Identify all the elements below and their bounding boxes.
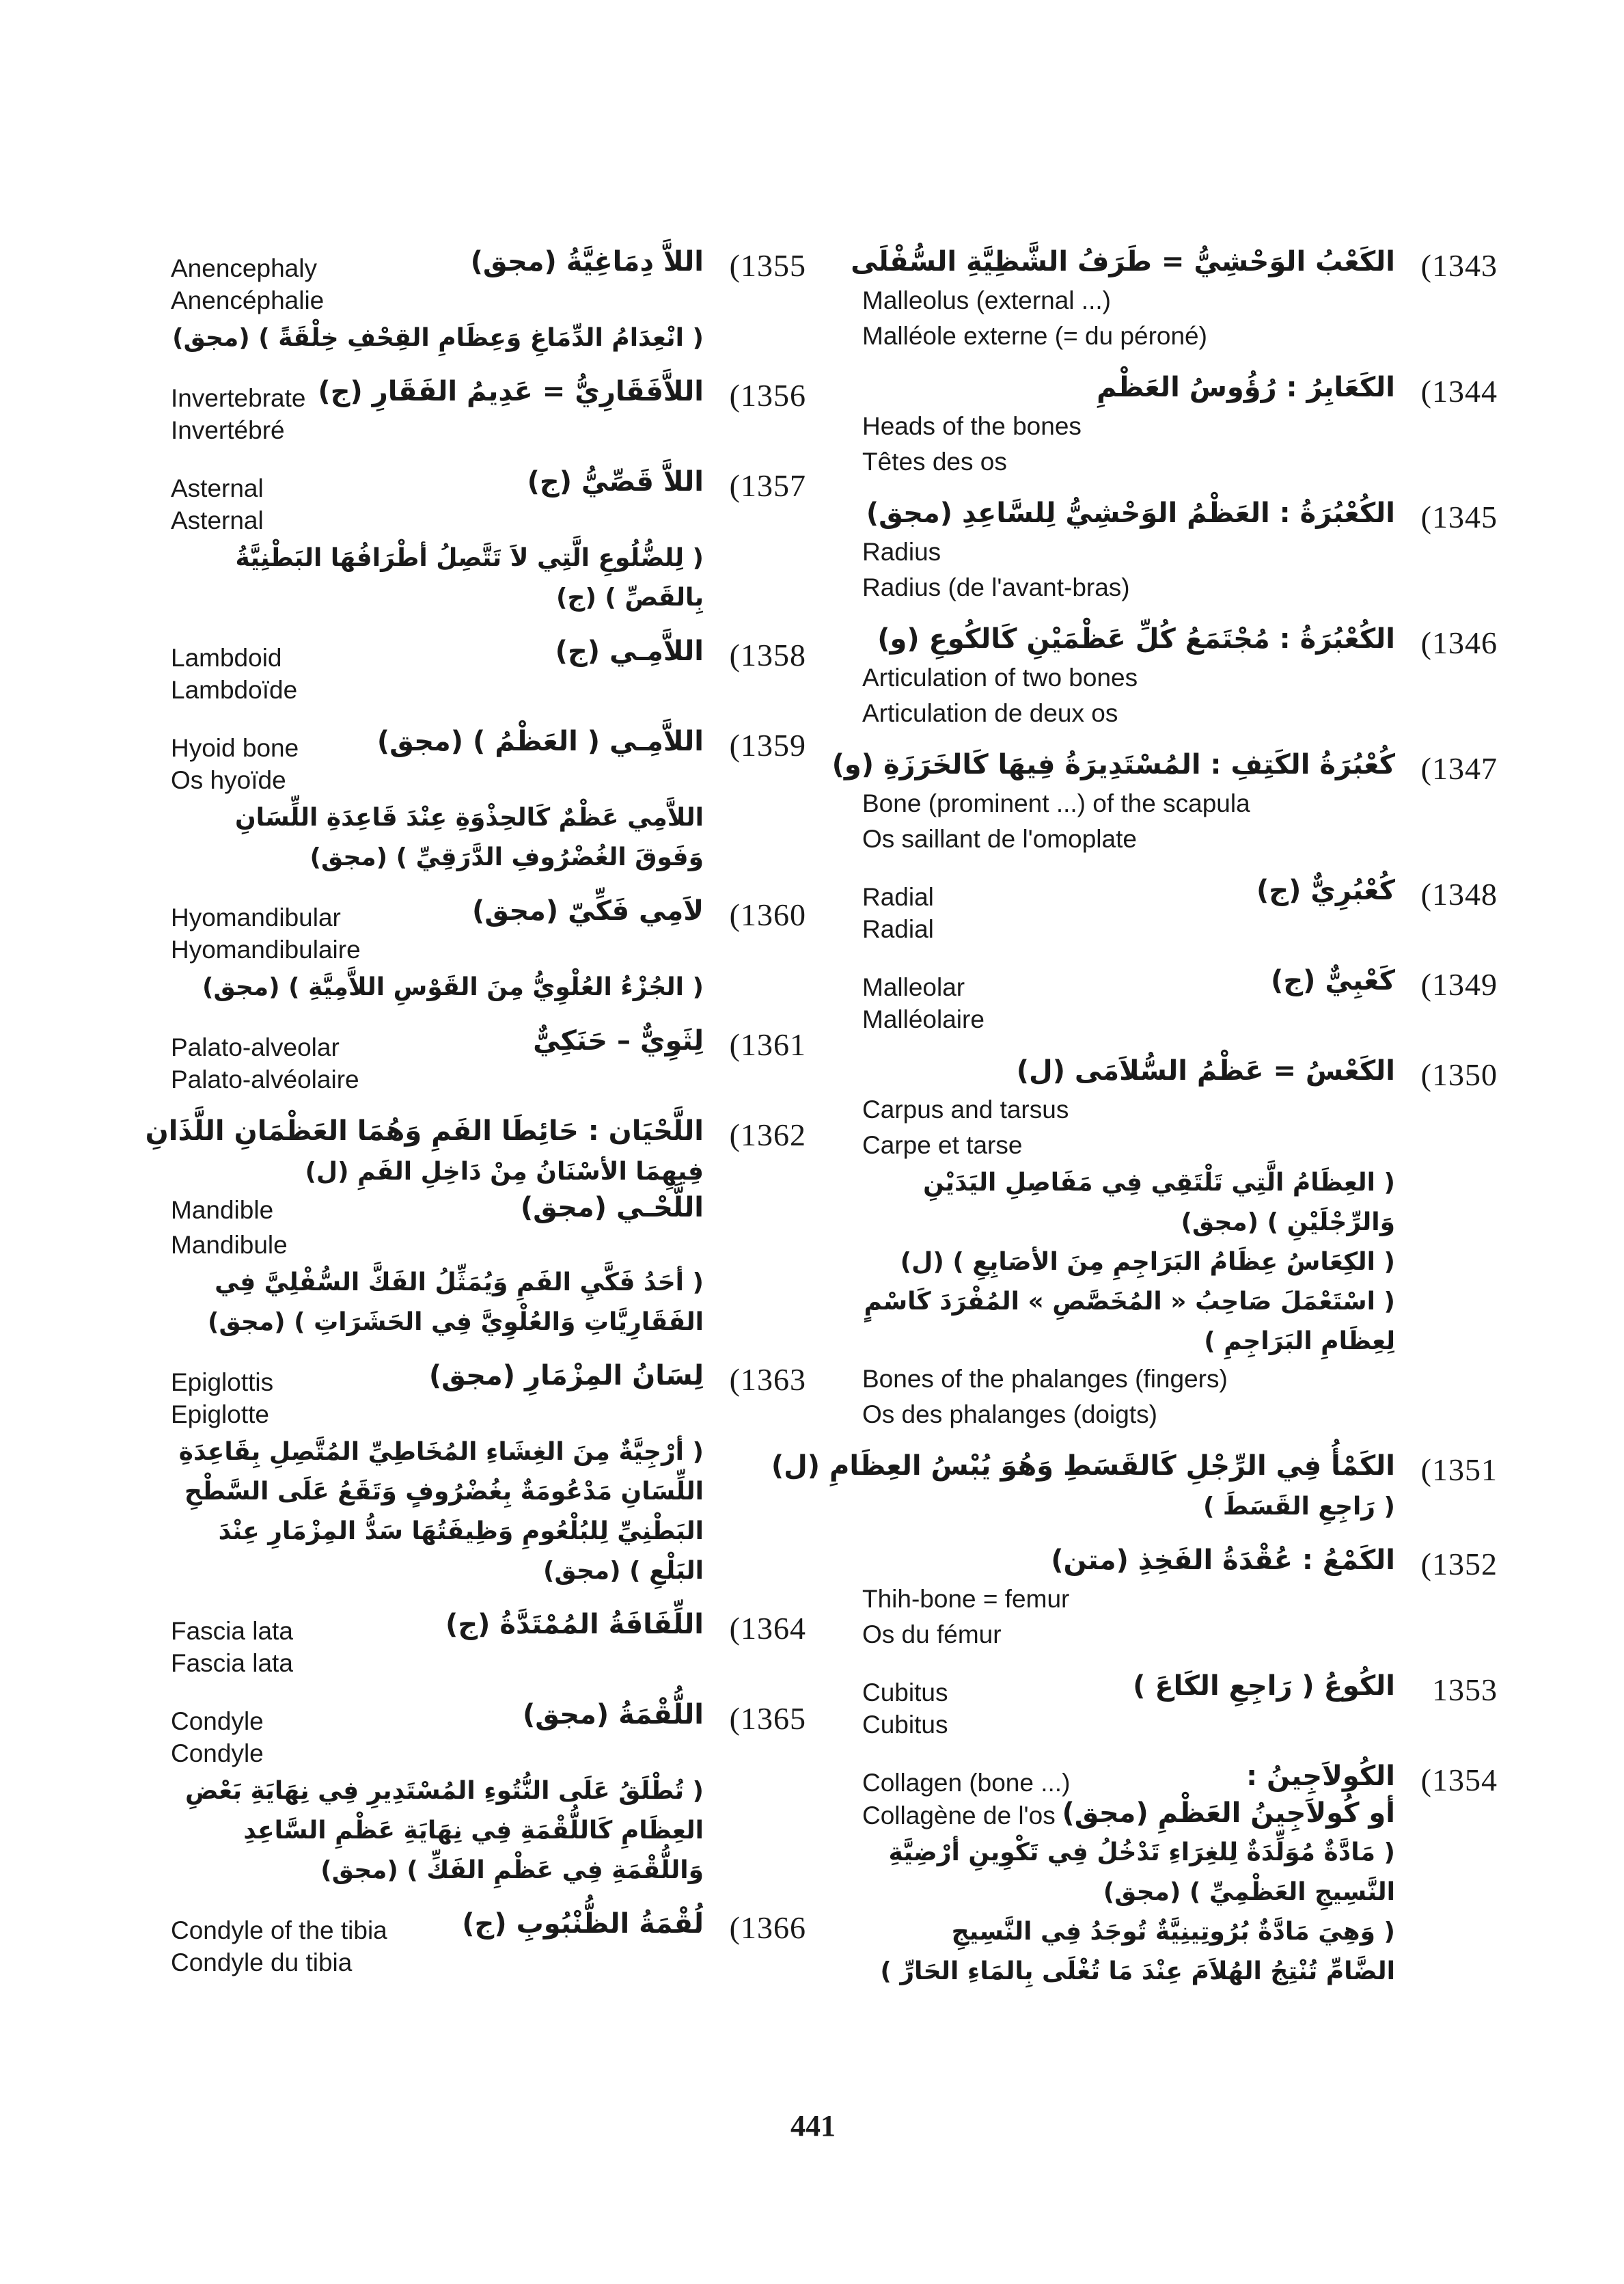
arabic-term: الكَعْبُ الوَحْشِيُّ = طَرَفُ الشَّظِيَّةِ السُّفْلَى	[851, 246, 1395, 277]
entry-headline	[862, 1055, 1498, 1092]
translation-line: Os saillant de l'omoplate	[862, 825, 1137, 853]
dictionary-entry	[831, 749, 1498, 857]
arabic-definition-line: ( العِظَامُ الَّتِي تَلْتَقِي فِي مَفَاصِلِ اليَدَيْنِ	[923, 1169, 1395, 1197]
entry-number: (1351	[1420, 1452, 1498, 1487]
dictionary-entry	[862, 1055, 1498, 1432]
arabic-definition-line: لِعِظَامِ البَرَاجِمِ )	[1204, 1327, 1395, 1355]
arabic-definition-line: ( رَاجِعِ القَسَطَ )	[1202, 1493, 1395, 1521]
english-term: Lambdoid	[171, 644, 282, 672]
arabic-definition-line: النَّسِيجِ العَظْمِيِّ ) (مجق)	[1103, 1878, 1395, 1906]
dictionary-entry	[171, 895, 806, 1007]
dictionary-entry	[862, 1670, 1498, 1743]
entry-number: (1350	[1420, 1057, 1498, 1092]
english-term: Palato-alveolar	[171, 1033, 340, 1061]
translation-line: Cubitus	[862, 1711, 948, 1739]
entry-headline	[862, 498, 1498, 534]
english-term: Hyomandibular	[171, 903, 341, 932]
arabic-definition-line: اللِّسَانِ مَدْعُومَةٌ بِغُضْرُوفٍ وَتَقَعُ عَلَى السَّطْحِ	[184, 1478, 704, 1506]
entry-number: (1347	[1420, 751, 1498, 786]
dictionary-entry	[171, 636, 806, 708]
entry-headline	[862, 1760, 1498, 1797]
entry-number: (1360	[729, 897, 806, 932]
dictionary-entry	[862, 965, 1498, 1037]
entry-headline	[171, 1025, 806, 1062]
entry-number: (1354	[1420, 1763, 1498, 1797]
translation-line: Os du fémur	[862, 1620, 1002, 1648]
entry-headline	[145, 1115, 806, 1152]
entry-number: (1349	[1420, 967, 1498, 1002]
entry-headline	[171, 636, 806, 672]
entry-headline	[862, 372, 1498, 409]
arabic-definition-line: ( تُطْلَقُ عَلَى النُّتُوءِ المُسْتَدِيرِ فِي نِهَايَةِ بَعْضِ	[185, 1777, 704, 1805]
arabic-definition-line: البَطْنِيِّ لِلبُلْعُومِ وَظِيفَتُهَا سَدُّ المِزْمَارِ عِنْدَ	[218, 1517, 704, 1545]
arabic-term: كَعْبِيٌّ (ج)	[1271, 965, 1395, 996]
translation-line: Radius (de l'avant-bras)	[862, 573, 1130, 601]
entry-number: (1361	[729, 1027, 806, 1062]
arabic-term: الكُوعُ ( رَاجِعِ الكَاعَ )	[1133, 1670, 1395, 1702]
dictionary-entry	[171, 1360, 806, 1591]
arabic-definition-line: وَفَوقَ الغُضْرُوفِ الدَّرَقِيِّ ) (مجق)	[309, 843, 704, 871]
translation-line: Os hyoïde	[171, 766, 286, 794]
english-term: Hyoid bone	[171, 734, 299, 762]
entry-headline	[862, 965, 1498, 1002]
dictionary-entry	[171, 1025, 806, 1098]
arabic-definition-line: ( أحَدُ فَكَّيِ الفَمِ وَيُمَثِّلُ الفَكَّ السُّفْلِيَّ فِي	[215, 1268, 704, 1296]
english-term: Condyle	[171, 1707, 264, 1735]
translation-line: Hyomandibulaire	[171, 936, 361, 964]
sub-arabic-term: اللَّحْـي (مجق)	[520, 1192, 704, 1223]
entry-number: (1345	[1420, 500, 1498, 534]
dictionary-entry	[862, 498, 1498, 606]
entry-number: 1353	[1432, 1672, 1498, 1707]
entry-number: (1365	[729, 1701, 806, 1736]
entry-number: (1362	[729, 1117, 806, 1152]
left-column	[145, 246, 806, 1998]
dictionary-entry	[171, 726, 806, 878]
arabic-term: الكَعَابِرُ : رُؤُوسُ العَظْمِ	[1097, 372, 1395, 403]
english-term: Malleolar	[862, 973, 965, 1001]
arabic-definition-line: اللاَّمِي عَظْمٌ كَالحِذْوَةِ عِنْدَ قَاعِدَةِ اللِّسَانِ	[234, 804, 704, 832]
arabic-term: الكُعْبُرَةُ : العَظْمُ الوَحْشِيُّ لِلسَّاعِدِ (مجق)	[866, 498, 1395, 529]
translation-line: Malleolus (external ...)	[862, 286, 1111, 314]
translation-line: Bones of the phalanges (fingers)	[862, 1365, 1228, 1393]
entry-headline	[862, 1670, 1498, 1707]
sub-english-term: Mandible	[171, 1196, 274, 1224]
arabic-definition-line: البَلْعِ ) (مجق)	[543, 1557, 704, 1585]
arabic-definition-line: الضَّامِّ تُنْتِجُ الهُلاَمَ عِنْدَ مَا تُغْلَى بِالمَاءِ الحَارِّ )	[880, 1957, 1395, 1985]
arabic-term: الكُولاَجِينُ :	[1246, 1760, 1395, 1792]
dictionary-entry	[862, 1545, 1498, 1653]
translation-line: Bone (prominent ...) of the scapula	[862, 789, 1250, 817]
entry-number: (1343	[1420, 248, 1498, 283]
english-term: Asternal	[171, 474, 264, 502]
arabic-term: الكَمْعُ : عُقْدَةُ الفَخِذِ (متن)	[1051, 1545, 1395, 1576]
arabic-term: لاَمِي فَكِّيّ (مجق)	[471, 895, 704, 927]
arabic-term: الكُعْبُرَةُ : مُجْتَمَعُ كُلِّ عَظْمَيْنِ كَالكُوعِ (و)	[877, 623, 1395, 655]
entry-headline	[171, 895, 806, 932]
arabic-term: اللاَّ قَصِّيُّ (ج)	[527, 466, 704, 498]
translation-line: Fascia lata	[171, 1649, 293, 1677]
arabic-term: الكَمْأُ فِي الرِّجْلِ كَالقَسَطِ وَهُوَ يُبْسُ العِظَامِ (ل)	[771, 1450, 1395, 1482]
translation-line: Thih-bone = femur	[862, 1585, 1070, 1613]
translation-line: Anencéphalie	[171, 286, 325, 314]
translation-line: Lambdoïde	[171, 676, 298, 704]
dictionary-entry	[171, 1699, 806, 1890]
entry-number: (1359	[729, 728, 806, 763]
entry-number: (1363	[729, 1362, 806, 1397]
arabic-term: اللاَّ دِمَاغِيَّةُ (مجق)	[470, 246, 704, 277]
translation-line: Condyle du tibia	[171, 1948, 353, 1976]
translation-line: Radial	[862, 915, 934, 943]
entry-number: (1352	[1420, 1547, 1498, 1581]
arabic-definition-line: ( انْعِدَامُ الدِّمَاغِ وَعِظَامِ القِحْفِ خِلْقَةً ) (مجق)	[172, 324, 704, 352]
arabic-term: اللَّحْيَان : حَائِطَا الفَمِ وَهُمَا العَظْمَانِ اللَّذَانِ	[145, 1115, 704, 1147]
translation-line: Os des phalanges (doigts)	[862, 1400, 1157, 1428]
entry-headline	[862, 623, 1498, 660]
translation-line: Carpus and tarsus	[862, 1096, 1069, 1124]
translation-line: Heads of the bones	[862, 412, 1082, 440]
arabic-definition-line: بِالقَصِّ ) (ج)	[556, 584, 704, 612]
arabic-term: لِسَانُ المِزْمَارِ (مجق)	[428, 1360, 704, 1391]
entry-headline	[171, 246, 806, 283]
entry-number: (1364	[729, 1611, 806, 1646]
entry-headline	[862, 875, 1498, 912]
arabic-definition-line: ( اسْتَعْمَلَ صَاحِبُ « المُخَصَّصِ » المُفْرَدَ كَاسْمٍ	[864, 1288, 1395, 1316]
arabic-definition-line: العِظَامِ كَاللُّقْمَةِ فِي نِهَايَةِ عَظْمِ السَّاعِدِ	[243, 1817, 704, 1845]
english-term: Condyle of the tibia	[171, 1916, 387, 1944]
arabic-term: كُعْبُرَةُ الكَتِفِ : المُسْتَدِيرَةُ فِيهَا كَالخَرَزَةِ (و)	[831, 749, 1395, 780]
dictionary-entry	[771, 1450, 1498, 1527]
translation-line: Carpe et tarse	[862, 1131, 1023, 1159]
translation-line: Asternal	[171, 506, 264, 534]
dictionary-entry	[171, 246, 806, 358]
translation-line: Invertébré	[171, 416, 285, 444]
arabic-definition-line: ( أرْجِيَّةٌ مِنَ الغِشَاءِ المُخَاطِيِّ المُتَّصِلِ بِقَاعِدَةِ	[178, 1438, 704, 1466]
sub-english-term: Collagène de l'os	[862, 1802, 1056, 1830]
arabic-term: اللُّقْمَةُ (مجق)	[522, 1699, 704, 1730]
english-term: Invertebrate	[171, 384, 306, 412]
english-term: Radial	[862, 883, 934, 911]
entry-number: (1348	[1420, 877, 1498, 912]
arabic-term: اللِّفَافَةُ المُمْتَدَّةُ (ج)	[445, 1609, 704, 1640]
arabic-term: اللاَّمِـي (ج)	[555, 636, 704, 667]
entry-headline	[831, 749, 1498, 786]
arabic-term: كُعْبُرِيٌّ (ج)	[1256, 875, 1395, 906]
entry-headline	[771, 1450, 1498, 1487]
arabic-term: لِثَوِيٌّ – حَنَكِيٌّ	[533, 1025, 704, 1057]
entry-number: (1344	[1420, 374, 1498, 409]
entry-number: (1357	[729, 468, 806, 503]
dictionary-entry	[171, 376, 806, 448]
translation-line: Malléole externe (= du péroné)	[862, 322, 1207, 350]
translation-line: Epiglotte	[171, 1400, 269, 1428]
arabic-definition-line: ( الجُزْءُ العُلْوِيُّ مِنَ القَوْسِ اللاَّمِيَّةِ ) (مجق)	[202, 973, 704, 1001]
entry-number: (1355	[729, 248, 806, 283]
english-term: Collagen (bone ...)	[862, 1769, 1071, 1797]
entry-headline	[171, 726, 806, 763]
dictionary-entry	[171, 466, 806, 618]
dictionary-entry	[862, 372, 1498, 480]
translation-line: Radius	[862, 538, 941, 566]
entry-headline	[171, 1609, 806, 1646]
sub-entry	[862, 1797, 1498, 1833]
page-number: 441	[790, 2109, 836, 2143]
english-term: Anencephaly	[171, 254, 317, 282]
entry-number: (1356	[729, 378, 806, 413]
entry-headline	[171, 376, 806, 413]
arabic-definition-line: ( وَهِيَ مَادَّةٌ بُرُوتِينِيَّةٌ تُوجَدُ فِي النَّسِيجِ	[951, 1918, 1395, 1946]
entry-headline	[171, 1699, 806, 1736]
entry-headline	[171, 466, 806, 503]
translation-line: Palato-alvéolaire	[171, 1065, 359, 1093]
translation-line: Mandibule	[171, 1231, 288, 1259]
dictionary-entry	[862, 1760, 1498, 1991]
arabic-definition-line: ( الكِعَاسُ عِظَامُ البَرَاجِمِ مِنَ الأصَابِعِ ) (ل)	[900, 1248, 1395, 1276]
entry-headline	[862, 1545, 1498, 1581]
translation-line: Têtes des os	[862, 448, 1007, 476]
entry-number: (1366	[729, 1910, 806, 1945]
dictionary-entry	[145, 1115, 806, 1342]
arabic-definition-line: وَاللُّقْمَةِ فِي عَظْمِ الفَكِّ ) (مجق)	[320, 1856, 704, 1884]
entry-number: (1358	[729, 638, 806, 672]
translation-line: Malléolaire	[862, 1005, 985, 1033]
arabic-term: اللاَّفَقَارِيُّ = عَدِيمُ الفَقَارِ (ج)	[318, 376, 704, 407]
sub-arabic-term: أو كُولاَجِينُ العَظْمِ (مجق)	[1062, 1797, 1395, 1829]
arabic-definition-line: ( لِلضُّلُوعِ الَّتِي لاَ تَتَّصِلُ أطْرَافُهَا البَطْنِيَّةُ	[235, 544, 704, 572]
arabic-definition-line: فِيهِمَا الأسْنَانُ مِنْ دَاخِلِ الفَمِ (ل)	[305, 1158, 704, 1186]
arabic-definition-line: الفَقَارِيَّاتِ وَالعُلْوِيَّ فِي الحَشَرَاتِ ) (مجق)	[208, 1308, 704, 1336]
dictionary-entry	[851, 246, 1498, 354]
translation-line: Articulation of two bones	[862, 664, 1138, 692]
arabic-definition-line: وَالرِّجْلَيْنِ ) (مجق)	[1181, 1208, 1395, 1236]
dictionary-entry	[862, 875, 1498, 947]
arabic-definition-line: ( مَادَّةٌ مُوَلِّدَةٌ لِلغِرَاءِ تَدْخُلُ فِي تَكْوِينِ أرْضِيَّةِ	[888, 1838, 1395, 1866]
entry-number: (1346	[1420, 625, 1498, 660]
english-term: Epiglottis	[171, 1368, 274, 1396]
dictionary-entry	[171, 1609, 806, 1681]
arabic-term: اللاَّمِـي ( العَظْمُ ) (مجق)	[376, 726, 704, 757]
translation-line: Condyle	[171, 1739, 264, 1767]
sub-entry	[171, 1192, 806, 1227]
translation-line: Articulation de deux os	[862, 699, 1118, 727]
entry-headline	[851, 246, 1498, 283]
arabic-term: الكَعْسُ = عَظْمُ السُّلاَمَى (ل)	[1016, 1055, 1395, 1087]
dictionary-entry	[171, 1908, 806, 1981]
entry-headline	[171, 1360, 806, 1397]
english-term: Cubitus	[862, 1678, 948, 1707]
arabic-term: لُقْمَةُ الظُّنْبُوبِ (ج)	[462, 1908, 704, 1940]
dictionary-entry	[862, 623, 1498, 731]
english-term: Fascia lata	[171, 1617, 293, 1645]
entry-headline	[171, 1908, 806, 1945]
right-column	[771, 246, 1498, 2009]
